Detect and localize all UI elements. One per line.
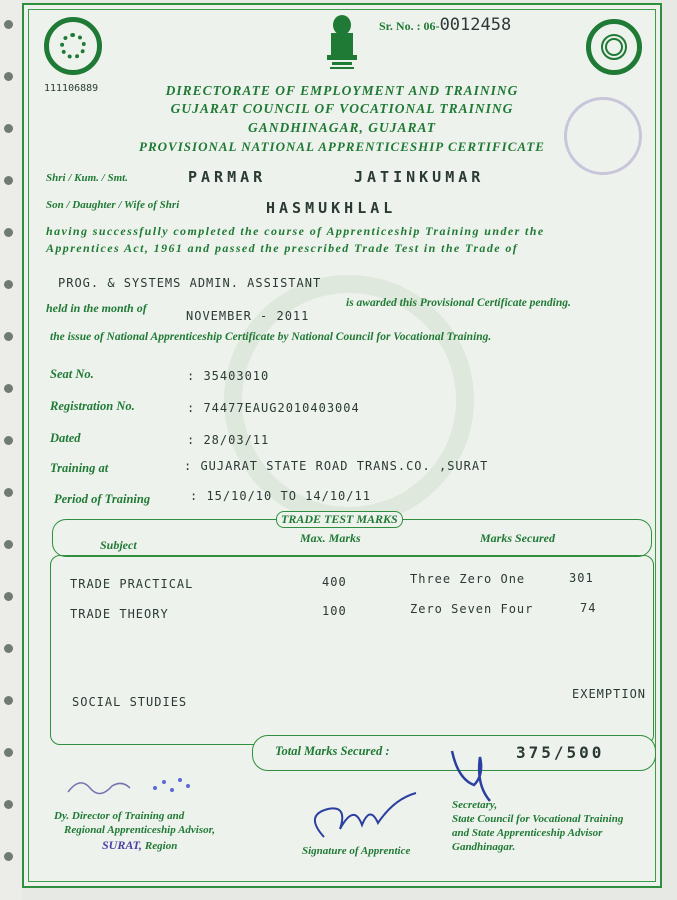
feed-hole: [4, 592, 13, 601]
feed-hole: [4, 644, 13, 653]
feed-hole: [4, 72, 13, 81]
right-signatory-line3: and State Apprenticeship Advisor: [452, 827, 603, 839]
value-trade-practical: 301: [569, 571, 594, 585]
feed-hole: [4, 176, 13, 185]
left-signatory-line2: Regional Apprenticeship Advisor,: [64, 824, 216, 836]
marks-secured-header: Marks Secured: [480, 531, 556, 545]
right-signatory-line4: Gandhinagar.: [452, 841, 516, 853]
right-signatory-line1: Secretary,: [452, 799, 498, 811]
header-council: GUJARAT COUNCIL OF VOCATIONAL TRAINING: [170, 101, 514, 116]
feed-hole: [4, 852, 13, 861]
tractor-feed-strip: [0, 0, 22, 900]
feed-hole: [4, 748, 13, 757]
serial-label: Sr. No. : 06-: [379, 19, 440, 33]
value-trade-theory: 74: [580, 601, 597, 615]
right-signatory-line2: State Council for Vocational Training: [452, 813, 624, 825]
registration-no-label: Registration No.: [50, 399, 135, 413]
total-marks-label: Total Marks Secured :: [275, 744, 390, 758]
trade-test-marks-title: TRADE TEST MARKS: [276, 511, 403, 528]
feed-hole: [4, 280, 13, 289]
gear-emblem-icon: [44, 17, 102, 75]
header-certificate-title: PROVISIONAL NATIONAL APPRENTICESHIP CERTIFICATE: [139, 139, 545, 154]
dated-label: Dated: [50, 431, 81, 445]
officer-signature-icon: [60, 770, 220, 800]
feed-hole: [4, 800, 13, 809]
subject-trade-theory: TRADE THEORY: [70, 607, 169, 621]
training-at-value: : GUJARAT STATE ROAD TRANS.CO. ,SURAT: [184, 459, 489, 473]
header-directorate: DIRECTORATE OF EMPLOYMENT AND TRAINING: [165, 83, 519, 98]
left-signatory-line1: Dy. Director of Training and: [54, 810, 185, 822]
words-trade-practical: Three Zero One: [410, 572, 526, 586]
national-emblem-icon: [324, 13, 360, 71]
apprentice-signature-label: Signature of Apprentice: [302, 845, 411, 857]
total-marks-value: 375/500: [516, 743, 605, 762]
father-label: Son / Daughter / Wife of Shri: [46, 199, 180, 211]
apprentice-signature-icon: [304, 785, 424, 845]
feed-hole: [4, 436, 13, 445]
registration-no-value: : 74477EAUG2010403004: [187, 401, 360, 415]
surname-value: PARMAR: [188, 168, 267, 186]
feed-hole: [4, 332, 13, 341]
status-social-studies: EXEMPTION: [572, 687, 647, 701]
name-label: Shri / Kum. / Smt.: [46, 172, 128, 184]
max-marks-header: Max. Marks: [300, 531, 361, 545]
father-name-value: HASMUKHLAL: [266, 199, 397, 217]
given-name-value: JATINKUMAR: [354, 168, 485, 186]
left-signatory-line3: SURAT, Region: [102, 838, 178, 852]
seal-emblem-icon: [586, 19, 642, 75]
seat-no-value: : 35403010: [187, 369, 270, 383]
period-label: Period of Training: [54, 492, 151, 506]
subject-social-studies: SOCIAL STUDIES: [72, 695, 188, 709]
certificate-sheet: [22, 3, 662, 888]
seat-no-label: Seat No.: [50, 367, 94, 381]
secretary-signature-icon: [444, 745, 504, 805]
max-trade-practical: 400: [322, 575, 347, 589]
feed-hole: [4, 488, 13, 497]
serial-value: 0012458: [439, 15, 512, 35]
feed-hole: [4, 384, 13, 393]
held-label: held in the month of: [46, 301, 147, 315]
period-value: : 15/10/10 TO 14/10/11: [190, 489, 371, 503]
training-at-label: Training at: [50, 461, 109, 475]
feed-hole: [4, 696, 13, 705]
serial-number: [379, 15, 511, 35]
exam-month-value: NOVEMBER - 2011: [186, 309, 310, 323]
words-trade-theory: Zero Seven Four: [410, 602, 534, 616]
dated-value: : 28/03/11: [187, 433, 270, 447]
max-trade-theory: 100: [322, 604, 347, 618]
body-line-2: Apprentices Act, 1961 and passed the prescribed Trade Test in the Trade of: [46, 241, 519, 255]
feed-hole: [4, 228, 13, 237]
issue-text: the issue of National Apprenticeship Certificate by National Council for Vocational Training.: [50, 331, 492, 343]
awarded-text: is awarded this Provisional Certificate pending.: [346, 297, 571, 309]
feed-hole: [4, 124, 13, 133]
feed-hole: [4, 20, 13, 29]
subject-trade-practical: TRADE PRACTICAL: [70, 577, 194, 591]
trade-value: PROG. & SYSTEMS ADMIN. ASSISTANT: [58, 276, 322, 290]
feed-hole: [4, 540, 13, 549]
body-line-1: having successfully completed the course of Apprenticeship Training under the: [46, 224, 545, 238]
certificate-code: 111106889: [44, 83, 99, 94]
subject-header: Subject: [100, 538, 137, 552]
header-city: GANDHINAGAR, GUJARAT: [247, 120, 437, 135]
